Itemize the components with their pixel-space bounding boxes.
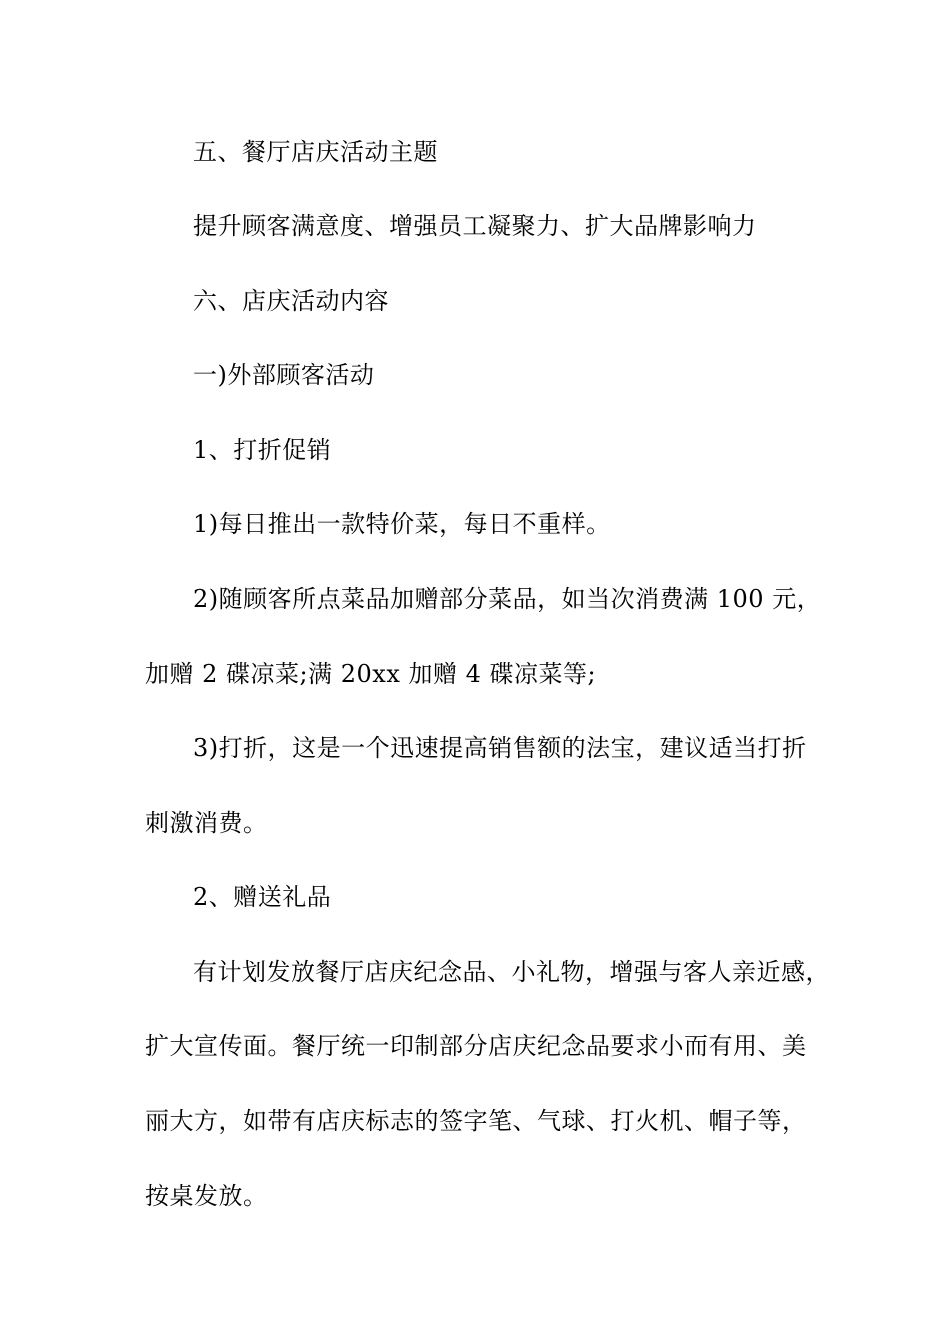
- paragraph-line: 2)随顾客所点菜品加赠部分菜品，如当次消费满 100 元，: [193, 585, 822, 613]
- paragraph-line: 按桌发放。: [145, 1182, 268, 1210]
- paragraph-theme: 提升顾客满意度、增强员工凝聚力、扩大品牌影响力: [193, 212, 757, 240]
- paragraph-line: 丽大方，如带有店庆标志的签字笔、气球、打火机、帽子等，: [145, 1107, 807, 1135]
- paragraph-line: 刺激消费。: [145, 809, 268, 837]
- paragraph-line: 1)每日推出一款特价菜，每日不重样。: [193, 510, 611, 538]
- paragraph-line: 有计划发放餐厅店庆纪念品、小礼物，增强与客人亲近感，: [193, 958, 830, 986]
- item-heading-discount: 1、打折促销: [193, 436, 332, 464]
- item-heading-gifts: 2、赠送礼品: [193, 883, 332, 911]
- paragraph-line: 3)打折，这是一个迅速提高销售额的法宝，建议适当打折: [193, 734, 807, 762]
- subsection-heading-external: 一)外部顾客活动: [193, 361, 375, 389]
- section-heading-theme: 五、餐厅店庆活动主题: [193, 138, 438, 166]
- paragraph-line: 加赠 2 碟凉菜;满 20xx 加赠 4 碟凉菜等;: [145, 660, 597, 688]
- paragraph-line: 扩大宣传面。餐厅统一印制部分店庆纪念品要求小而有用、美: [145, 1032, 807, 1060]
- section-heading-content: 六、店庆活动内容: [193, 287, 389, 315]
